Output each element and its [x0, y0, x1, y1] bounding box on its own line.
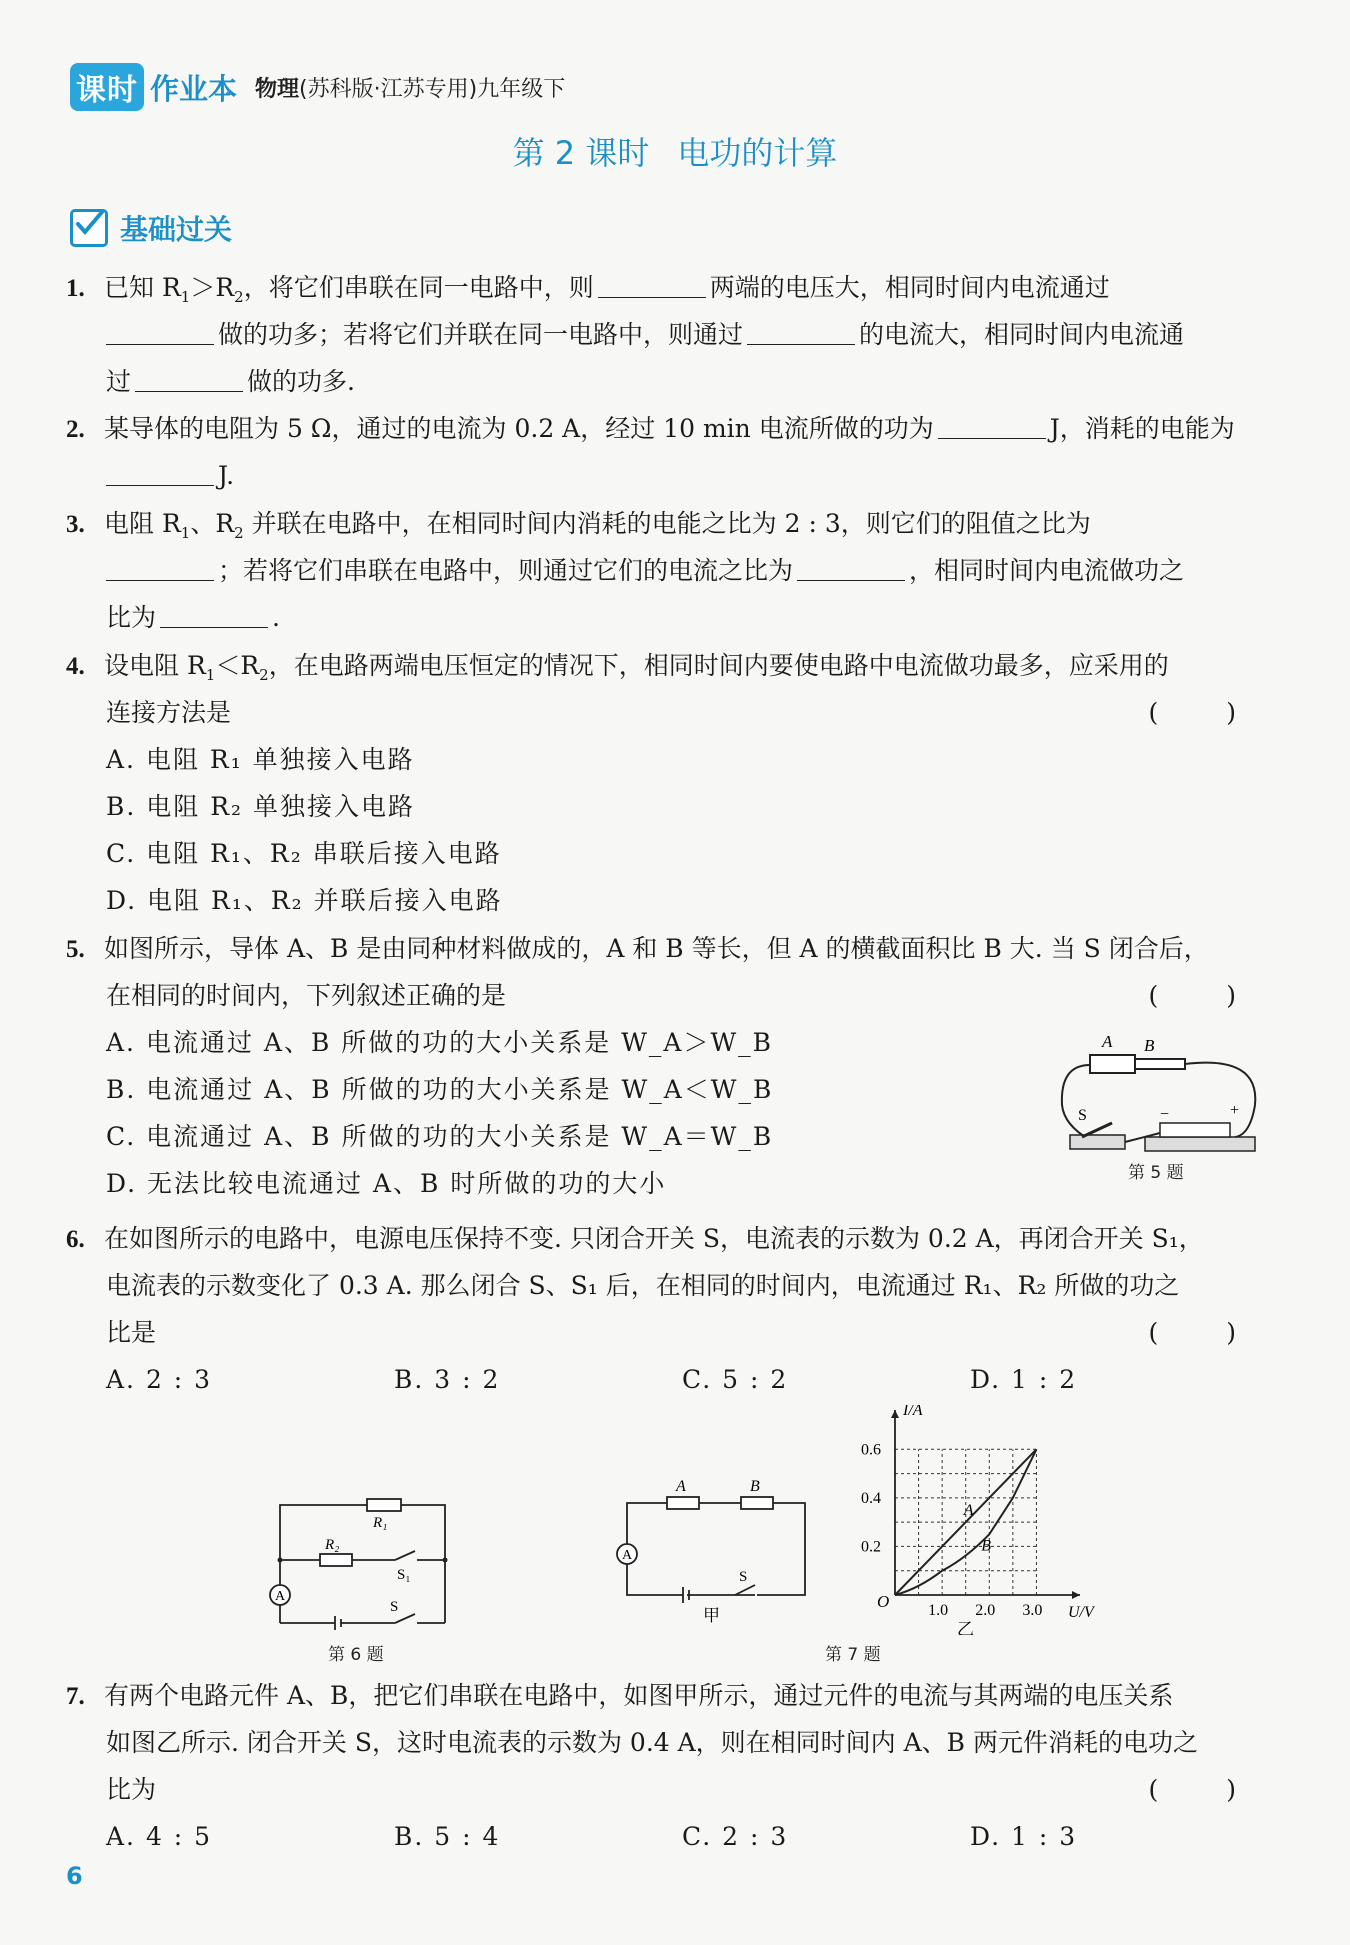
- question-2: [66, 405, 1266, 499]
- option-b[interactable]: B. 3 : 2: [394, 1365, 501, 1394]
- book-logo: [70, 63, 237, 111]
- q1-text-c2: 做的功多.: [247, 367, 355, 396]
- q1-text-b: 做的功多；若将它们并联在同一电路中，则通过: [218, 320, 744, 349]
- y-tick-label: 0.6: [861, 1441, 881, 1459]
- q1-text-a4: 两端的电压大，相同时间内电流通过: [709, 273, 1110, 302]
- question-number: 2.: [66, 416, 85, 443]
- fig5-plus: +: [1230, 1102, 1240, 1119]
- q2-text-a2: J，消耗的电能为: [1049, 414, 1235, 443]
- figure-7-yi-chart: [855, 1405, 1095, 1635]
- origin-label: O: [877, 1592, 890, 1611]
- x-tick-label: 1.0: [928, 1602, 949, 1619]
- book-header: [70, 62, 565, 112]
- series-label-a: A: [963, 1501, 974, 1519]
- option-c[interactable]: C. 电阻 R₁、R₂ 串联后接入电路: [106, 839, 502, 868]
- lesson-title: [0, 128, 1350, 174]
- answer-blank[interactable]: [135, 361, 243, 392]
- q6-text-a: 在如图所示的电路中，电源电压保持不变. 只闭合开关 S，电流表的示数为 0.2 A，再闭合开关 S₁，: [104, 1224, 1204, 1253]
- answer-paren[interactable]: ( ): [1148, 698, 1266, 727]
- y-tick-label: 0.4: [861, 1489, 881, 1507]
- figure-6-caption: 第 6 题: [328, 1645, 384, 1665]
- answer-blank[interactable]: [106, 314, 214, 345]
- lesson-topic: 电功的计算: [677, 134, 838, 172]
- question-4: 4. 设电阻 $R_1<R_2$，在电路两端电压恒定的情况下，相同时间内要使电路中电流做功最多，应采用的 连接方法是 ( ) A. 电阻 R₁ 单独接入电路 B. 电阻 R₂ 单独接入电路 C. 电阻 R₁、R₂ 串联后接入电路 D. 电阻 R₁、R₂ 并联后接入电路: [66, 642, 1266, 924]
- y-axis-arrow: [891, 1410, 899, 1418]
- fig7-b-label: B: [750, 1478, 760, 1495]
- options-row: [66, 1813, 1266, 1860]
- x-axis-label: U/V: [1068, 1604, 1094, 1621]
- section-title: 基础过关: [120, 213, 233, 246]
- q3-text-a3: 并联在电路中，在相同时间内消耗的电能之比为 2 : 3，则它们的阻值之比为: [243, 509, 1091, 538]
- figure-5-circuit: [1050, 1025, 1270, 1175]
- y-axis-label: I/A: [903, 1405, 923, 1419]
- option-b[interactable]: B. 电流通过 A、B 所做的功的大小关系是 W_A＜W_B: [106, 1075, 774, 1104]
- option-c[interactable]: C. 电流通过 A、B 所做的功的大小关系是 W_A＝W_B: [106, 1122, 774, 1151]
- figure-5-caption: 第 5 题: [1128, 1163, 1184, 1183]
- chart-yi-label: 乙: [957, 1620, 974, 1635]
- fig5-label-a: A: [1102, 1032, 1113, 1051]
- question-number: 4.: [66, 653, 85, 680]
- question-number: 6.: [66, 1226, 85, 1253]
- question-number: 5.: [66, 936, 85, 963]
- logo-text: 作业本: [150, 71, 238, 106]
- q4-text-b: 连接方法是: [106, 698, 232, 727]
- q1-text-a: 已知 R: [104, 273, 181, 302]
- question-number: 1.: [66, 275, 85, 302]
- q4-text-a3: ，在电路两端电压恒定的情况下，相同时间内要使电路中电流做功最多，应采用的: [268, 651, 1169, 680]
- figure-7-caption: 第 7 题: [825, 1645, 881, 1665]
- x-tick-label: 2.0: [975, 1602, 996, 1619]
- answer-paren[interactable]: ( ): [1148, 1775, 1266, 1804]
- q5-text-a: 如图所示，导体 A、B 是由同种材料做成的，A 和 B 等长，但 A 的横截面积比 B 大. 当 S 闭合后，: [104, 934, 1209, 963]
- q5-text-b: 在相同的时间内，下列叙述正确的是: [106, 981, 507, 1010]
- question-number: 7.: [66, 1683, 85, 1710]
- answer-blank[interactable]: [598, 267, 706, 298]
- fig7-s-label: S: [739, 1569, 748, 1585]
- question-number: 3.: [66, 511, 85, 538]
- checkbox-icon: [70, 209, 108, 247]
- figure-7-jia-circuit: [615, 1475, 815, 1625]
- q4-text-a2: ＜R: [215, 651, 260, 680]
- logo-mark: 课时: [70, 63, 144, 111]
- options-row: [66, 1356, 1266, 1403]
- fig6-r2-label: R₂: [325, 1537, 340, 1553]
- option-a[interactable]: A. 电流通过 A、B 所做的功的大小关系是 W_A＞W_B: [106, 1028, 774, 1057]
- q3-text-c2: .: [272, 603, 280, 632]
- option-a[interactable]: A. 2 : 3: [106, 1365, 213, 1394]
- q3-text-c: 比为: [106, 603, 157, 632]
- question-3: 3. 电阻 $R_1$、$R_2$ 并联在电路中，在相同时间内消耗的电能之比为 2 : 3，则它们的阻值之比为 ；若将它们串联在电路中，则通过它们的电流之比为 ，相同时间内电流做功之 比为 .: [66, 500, 1266, 641]
- answer-blank[interactable]: [938, 408, 1046, 439]
- option-b[interactable]: B. 电阻 R₂ 单独接入电路: [106, 792, 416, 821]
- question-1: 1. 已知 $R_1>R_2$，将它们串联在同一电路中，则 两端的电压大，相同时间内电流通过 做的功多；若将它们并联在同一电路中，则通过 的电流大，相同时间内电流通 过 做的功多.: [66, 264, 1266, 405]
- option-c[interactable]: C. 5 : 2: [682, 1365, 789, 1394]
- figure-6-circuit: [265, 1495, 465, 1635]
- fig7-a-label: A: [676, 1478, 686, 1495]
- answer-blank[interactable]: [747, 314, 855, 345]
- answer-paren[interactable]: ( ): [1148, 1318, 1266, 1347]
- subject: 物理: [255, 76, 300, 102]
- answer-blank[interactable]: [797, 550, 905, 581]
- answer-blank[interactable]: [106, 550, 214, 581]
- answer-paren[interactable]: ( ): [1148, 981, 1266, 1010]
- fig5-label-s: S: [1078, 1107, 1087, 1124]
- q3-text-a: 电阻 R: [104, 509, 181, 538]
- series-label-b: B: [981, 1537, 992, 1555]
- option-b[interactable]: B. 5 : 4: [394, 1822, 501, 1851]
- section-heading: [70, 208, 232, 248]
- q7-text-a: 有两个电路元件 A、B，把它们串联在电路中，如图甲所示，通过元件的电流与其两端的电压关系: [104, 1681, 1174, 1710]
- q7-text-b: 如图乙所示. 闭合开关 S，这时电流表的示数为 0.4 A，则在相同时间内 A、B 两元件消耗的电功之: [106, 1728, 1198, 1757]
- fig6-r1-label: R₁: [373, 1515, 388, 1531]
- q3-text-b2: ，相同时间内电流做功之: [909, 556, 1185, 585]
- option-c[interactable]: C. 2 : 3: [682, 1822, 789, 1851]
- answer-blank[interactable]: [106, 455, 214, 486]
- q7-text-c: 比为: [106, 1775, 157, 1804]
- q1-text-a3: ，将它们串联在同一电路中，则: [243, 273, 594, 302]
- fig7-jia-label: 甲: [703, 1606, 720, 1625]
- fig6-ammeter-label: A: [275, 1589, 286, 1604]
- x-tick-label: 3.0: [1022, 1602, 1043, 1619]
- y-tick-label: 0.2: [861, 1538, 881, 1556]
- fig5-label-b: B: [1144, 1036, 1155, 1055]
- question-7: [66, 1672, 1266, 1860]
- option-d[interactable]: D. 1 : 3: [970, 1822, 1078, 1851]
- edition: (苏科版·江苏专用)九年级下: [299, 76, 566, 102]
- q4-text-a: 设电阻 R: [104, 651, 206, 680]
- fig6-s-label: S: [390, 1599, 399, 1615]
- option-d[interactable]: D. 无法比较电流通过 A、B 时所做的功的大小: [106, 1169, 667, 1198]
- q1-text-c: 过: [106, 367, 132, 396]
- q1-text-b2: 的电流大，相同时间内电流通: [859, 320, 1185, 349]
- lesson-number: 第 2 课时: [512, 134, 650, 172]
- option-a[interactable]: A. 4 : 5: [106, 1822, 213, 1851]
- fig5-minus: −: [1160, 1106, 1170, 1123]
- q2-text-a: 某导体的电阻为 5 Ω，通过的电流为 0.2 A，经过 10 min 电流所做的功为: [104, 414, 934, 443]
- q6-text-b: 电流表的示数变化了 0.3 A. 那么闭合 S、S₁ 后，在相同的时间内，电流通过 R₁、R₂ 所做的功之: [106, 1271, 1180, 1300]
- option-a[interactable]: A. 电阻 R₁ 单独接入电路: [106, 745, 415, 774]
- book-subtitle: [255, 72, 565, 103]
- answer-blank[interactable]: [160, 597, 268, 628]
- q3-text-b: ；若将它们串联在电路中，则通过它们的电流之比为: [218, 556, 794, 585]
- question-6: [66, 1215, 1266, 1403]
- option-d[interactable]: D. 电阻 R₁、R₂ 并联后接入电路: [106, 886, 503, 915]
- q1-text-a2: ＞R: [190, 273, 235, 302]
- q3-text-a2: 、R: [190, 509, 235, 538]
- page-number: 6: [66, 1862, 83, 1890]
- option-d[interactable]: D. 1 : 2: [970, 1365, 1078, 1394]
- q6-text-c: 比是: [106, 1318, 157, 1347]
- q2-text-b: J.: [218, 461, 235, 490]
- fig6-s1-label: S₁: [397, 1567, 411, 1583]
- x-axis-arrow: [1072, 1591, 1080, 1599]
- fig7-ammeter-label: A: [622, 1548, 633, 1563]
